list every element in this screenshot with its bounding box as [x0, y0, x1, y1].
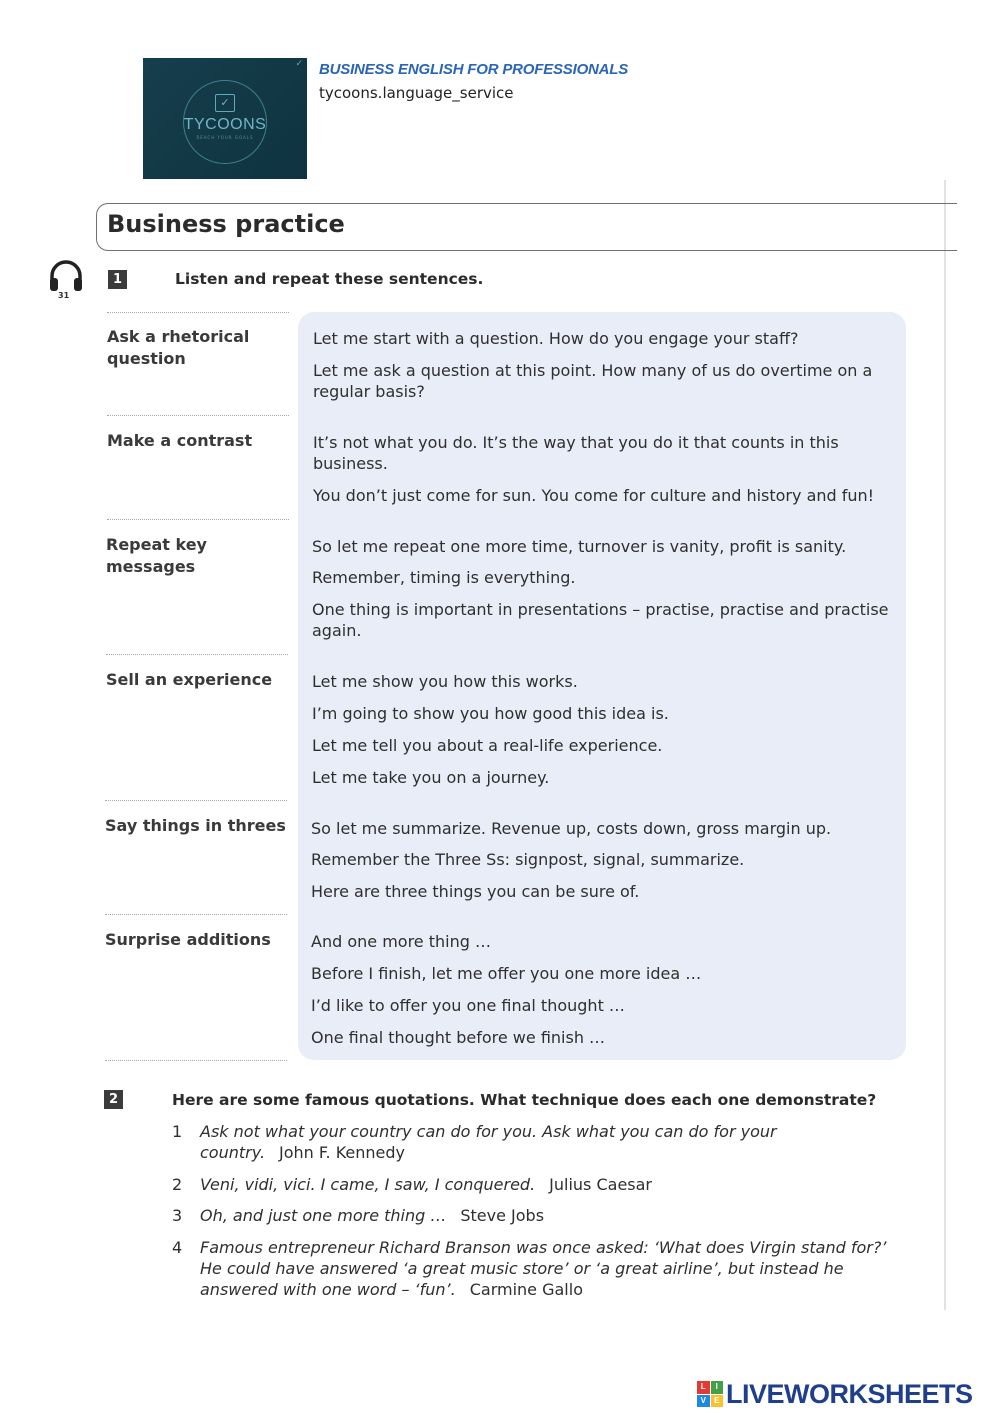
quotation-text: Famous entrepreneur Richard Branson was once asked: ‘What does Virgin stand for?’ He could have answered ‘a great music store’ or ‘a great airline’, but instead he answered with one word – ‘fun’.	[200, 1238, 887, 1299]
sentence[interactable]: Let me show you how this works.	[312, 672, 578, 691]
section-title: Business practice	[107, 210, 345, 238]
exercise-1-instruction: Listen and repeat these sentences.	[175, 270, 484, 288]
divider	[105, 1060, 287, 1061]
sentence[interactable]: Let me ask a question at this point. How many of us do overtime on a regular basis?	[313, 361, 873, 401]
brand-handle: tycoons.language_service	[319, 84, 514, 102]
logo-letter: E	[711, 1395, 724, 1408]
quotation-item	[172, 1237, 912, 1301]
quotation-item	[172, 1174, 912, 1195]
sentence[interactable]: I’d like to offer you one final thought …	[311, 996, 625, 1015]
category-label: Surprise additions	[105, 930, 271, 949]
divider	[107, 415, 289, 416]
quotation-text: Oh, and just one more thing …	[200, 1206, 447, 1225]
divider	[107, 519, 289, 520]
quotation-author: Julius Caesar	[549, 1175, 653, 1194]
quotation-author: Steve Jobs	[460, 1206, 545, 1225]
category-label: Sell an experience	[106, 670, 273, 689]
audio-track-number: 31	[58, 291, 70, 300]
logo-name: TYCOONS	[183, 116, 267, 133]
divider	[105, 800, 287, 801]
sentence[interactable]: So let me repeat one more time, turnover is vanity, profit is sanity.	[312, 537, 847, 556]
quotation-text: Ask not what your country can do for you. Ask what you can do for your country.	[200, 1122, 777, 1162]
quotation-number: 2	[172, 1175, 183, 1194]
quotation-item	[172, 1121, 912, 1163]
quotation-author: Carmine Gallo	[469, 1280, 583, 1299]
quotation-number: 3	[172, 1206, 183, 1225]
sentence[interactable]: And one more thing …	[311, 932, 491, 951]
category-label: Ask a rhetorical question	[107, 327, 250, 368]
exercise-2-number: 2	[104, 1090, 123, 1109]
logo-tagline: REACH YOUR GOALS	[196, 135, 254, 140]
sentence[interactable]: One final thought before we finish …	[311, 1028, 606, 1047]
page-edge	[944, 180, 946, 1310]
sentence[interactable]: Here are three things you can be sure of.	[311, 882, 640, 901]
live-letters-icon	[697, 1381, 723, 1407]
quotation-text: Veni, vidi, vici. I came, I saw, I conquered.	[200, 1175, 536, 1194]
sentence[interactable]: Remember, timing is everything.	[312, 568, 576, 587]
tycoons-logo	[143, 58, 307, 179]
divider	[107, 312, 289, 313]
quotation-author: John F. Kennedy	[279, 1143, 405, 1162]
liveworksheets-brand: LIVEWORKSHEETS	[726, 1378, 973, 1409]
quotation-number: 4	[172, 1238, 183, 1257]
divider	[106, 654, 288, 655]
quotation-number: 1	[172, 1122, 183, 1141]
category-label: Repeat key messages	[106, 535, 207, 576]
category-label: Make a contrast	[107, 431, 253, 450]
sentence[interactable]: Let me tell you about a real-life experience.	[312, 736, 663, 755]
exercise-1-number: 1	[108, 270, 127, 289]
sentence[interactable]: You don’t just come for sun. You come for culture and history and fun!	[313, 486, 875, 505]
liveworksheets-logo[interactable]	[697, 1376, 973, 1412]
sentence[interactable]: So let me summarize. Revenue up, costs down, gross margin up.	[311, 819, 832, 838]
sentence[interactable]: Before I finish, let me offer you one more idea …	[311, 964, 702, 983]
sentence[interactable]: Let me take you on a journey.	[312, 768, 550, 787]
sentence[interactable]: I’m going to show you how good this idea is.	[312, 704, 669, 723]
exercise-2-instruction: Here are some famous quotations. What technique does each one demonstrate?	[172, 1091, 877, 1109]
sentence[interactable]: It’s not what you do. It’s the way that you do it that counts in this business.	[313, 433, 839, 473]
sentence[interactable]: Let me start with a question. How do you engage your staff?	[313, 329, 799, 348]
logo-letter: L	[697, 1381, 710, 1394]
sentence[interactable]: Remember the Three Ss: signpost, signal, summarize.	[311, 850, 745, 869]
divider	[105, 914, 287, 915]
logo-corner-mark-icon: ✓	[295, 59, 303, 69]
briefcase-check-icon: ✓	[215, 94, 235, 112]
quotation-item	[172, 1205, 912, 1226]
logo-letter: I	[711, 1381, 724, 1394]
logo-letter: V	[697, 1395, 710, 1408]
brand-title: BUSINESS ENGLISH FOR PROFESSIONALS	[319, 61, 629, 78]
category-label: Say things in threes	[105, 816, 286, 835]
sentence[interactable]: One thing is important in presentations – practise, practise and practise again.	[312, 600, 889, 640]
